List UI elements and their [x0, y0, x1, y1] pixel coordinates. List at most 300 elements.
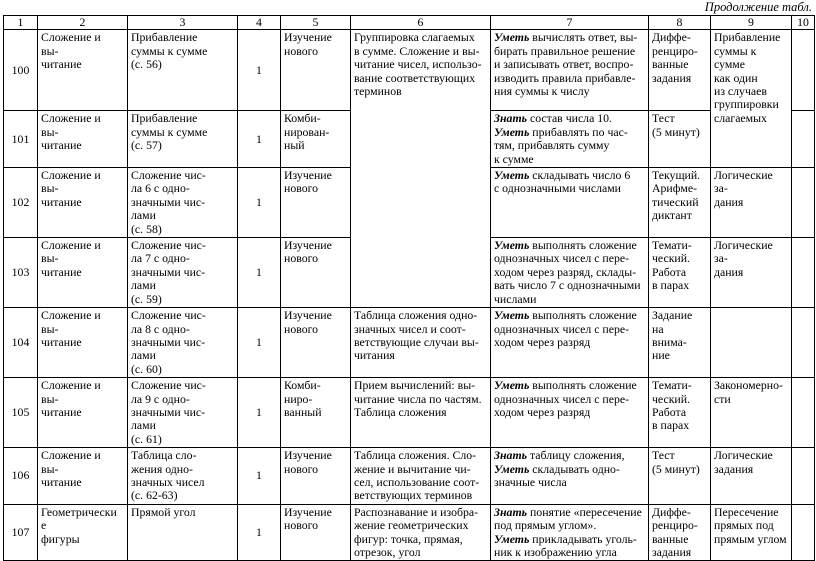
topic-cell [38, 308, 128, 378]
header-cell: 9 [711, 16, 792, 30]
lesson-plan-table [3, 15, 815, 561]
extra-cell [711, 448, 792, 505]
topic-cell [38, 111, 128, 168]
extra-cell-line: суммы к сумме [714, 43, 757, 72]
topic-cell-line: читание [41, 264, 82, 279]
extra-cell-line: Прибавление [714, 30, 781, 45]
lesson-subject-cell-line: Таблица сло- [131, 448, 197, 463]
control-cell-line: тический [652, 194, 699, 209]
topic-cell-line: фигуры [41, 531, 80, 546]
content-cell-line: Группировка слагаемых [354, 30, 475, 45]
header-row [4, 16, 815, 30]
skills-line [494, 182, 645, 195]
control-cell-line: задания [652, 545, 692, 559]
control-cell-line: Работа [652, 264, 687, 279]
content-cell-line: отрезок, угол [354, 545, 421, 559]
topic-cell-line: вы- [41, 391, 59, 406]
skills-line [494, 463, 645, 476]
lesson-subject-cell [128, 168, 238, 238]
control-cell [649, 308, 711, 378]
lesson-type-cell-line: ниро- [284, 391, 313, 406]
topic-cell-line: Сложение и [41, 448, 101, 463]
skills-line [494, 266, 645, 279]
topic-cell-line: вы- [41, 43, 59, 58]
lesson-type-cell-line: Комби- [284, 111, 321, 126]
skills-text: изводить правила прибавле- [494, 70, 636, 85]
hours-cell: 1 [238, 111, 281, 168]
extra-cell-line: сти [714, 391, 731, 406]
topic-cell-line: Сложение и [41, 30, 101, 45]
content-cell-line: читание чисел, использо- [354, 57, 482, 72]
keyword: Знать [494, 504, 528, 519]
lesson-subject-cell-line: (с. 62-63) [131, 488, 178, 503]
content-cell-line: Прием вычислений: вы- [354, 378, 476, 393]
skills-text: к сумме [494, 151, 534, 166]
topic-cell-line: Сложение и [41, 308, 101, 323]
lesson-type-cell-line: Комби- [284, 378, 321, 393]
lesson-subject-cell-line: ла 6 с одно- [131, 181, 190, 196]
lesson-subject-cell-line: (с. 58) [131, 221, 162, 236]
content-cell [351, 448, 491, 505]
skills-line [494, 112, 645, 125]
control-cell-line: Арифме- [652, 181, 698, 196]
lesson-subject-cell-line: значными чис- [131, 264, 206, 279]
lesson-subject-cell-line: Сложение чис- [131, 308, 206, 323]
skills-cell [491, 448, 649, 505]
topic-cell-line: Сложение и [41, 238, 101, 253]
control-cell-line: Задание [652, 308, 693, 323]
topic-cell [38, 238, 128, 308]
skills-text: тям, прибавлять сумму [494, 138, 610, 153]
lesson-type-cell [281, 168, 351, 238]
lesson-subject-cell-line: ла 7 с одно- [131, 251, 190, 266]
skills-line [494, 31, 645, 44]
topic-cell-line: читание [41, 194, 82, 209]
lesson-subject-cell [128, 238, 238, 308]
control-cell-line: ческий. [652, 391, 691, 406]
keyword: Знать [494, 448, 528, 463]
hours-cell: 1 [238, 448, 281, 505]
skills-text: однозначных чисел с пере- [494, 321, 630, 336]
skills-line [494, 72, 645, 85]
hours-cell: 1 [238, 504, 281, 561]
skills-text: состав числа 10. [527, 111, 613, 126]
topic-cell-line: вы- [41, 321, 59, 336]
lesson-subject-cell-line: (с. 59) [131, 291, 162, 306]
control-cell-line: в парах [652, 418, 690, 433]
control-cell-line: Тест [652, 111, 675, 126]
col10-cell [792, 378, 815, 448]
lesson-number: 105 [4, 378, 38, 448]
extra-cell [711, 504, 792, 561]
extra-cell-line: задания [714, 461, 754, 476]
control-cell-line: Тест [652, 448, 675, 463]
lesson-subject-cell-line: (с. 57) [131, 138, 162, 153]
skills-text: понятие «пересечение [527, 504, 642, 519]
lesson-type-cell [281, 378, 351, 448]
lesson-number: 107 [4, 504, 38, 561]
keyword: Уметь [494, 531, 530, 546]
hours-cell: 1 [238, 238, 281, 308]
skills-text: вать число 7 с однозначными [494, 278, 641, 293]
control-cell-line: ренциро- [652, 43, 698, 58]
keyword: Уметь [494, 124, 530, 139]
control-cell-line: ванные [652, 57, 689, 72]
control-cell-line: ние [652, 348, 670, 363]
content-cell-line: ветствующих терминов [354, 488, 473, 503]
extra-cell-line: группировки [714, 97, 779, 112]
lesson-subject-cell [128, 378, 238, 448]
skills-text: числами [494, 291, 537, 306]
control-cell [649, 378, 711, 448]
control-cell [649, 238, 711, 308]
content-cell-line: ветствующие случаи вы- [354, 334, 479, 349]
control-cell-line: Темати- [652, 378, 692, 393]
lesson-subject-cell-line: ла 9 с одно- [131, 391, 190, 406]
lesson-type-cell [281, 238, 351, 308]
skills-text: ходом через разряд [494, 404, 591, 419]
extra-cell-line: Логические [714, 448, 773, 463]
lesson-subject-cell-line: Сложение чис- [131, 378, 206, 393]
extra-cell-line: Логические за- [714, 168, 773, 196]
lesson-type-cell-line: нирован- [284, 124, 330, 139]
table-caption: Продолжение табл. [704, 0, 812, 14]
skills-line [494, 533, 645, 546]
lesson-type-cell-line: ванный [284, 404, 322, 419]
hours-cell: 1 [238, 378, 281, 448]
col10-cell [792, 308, 815, 378]
skills-text: ник к изображению угла [494, 545, 617, 559]
table-row [4, 378, 815, 448]
lesson-type-cell-line: нового [284, 43, 319, 58]
topic-cell [38, 504, 128, 561]
extra-cell-line: из случаев [714, 84, 767, 99]
control-cell-line: внима- [652, 334, 687, 349]
topic-cell-line: вы- [41, 251, 59, 266]
header-cell: 1 [4, 16, 38, 30]
skills-text: и записывать ответ, воспро- [494, 57, 634, 72]
skills-text: складывать число 6 [529, 168, 631, 183]
hours-cell: 1 [238, 168, 281, 238]
control-cell-line: ренциро- [652, 518, 698, 533]
content-cell-line: читание числа по частям. [354, 391, 482, 406]
header-cell: 3 [128, 16, 238, 30]
control-cell-line: задания [652, 70, 692, 85]
content-cell-line: в сумме. Сложение и вы- [354, 43, 480, 58]
table-row [4, 308, 815, 378]
skills-text: однозначных чисел с пере- [494, 251, 630, 266]
table-body [4, 30, 815, 561]
control-cell [649, 504, 711, 561]
lesson-subject-cell-line: (с. 61) [131, 431, 162, 446]
lesson-subject-cell-line: лами [131, 208, 156, 223]
topic-cell-line: Сложение и [41, 168, 101, 183]
control-cell-line: Темати- [652, 238, 692, 253]
col10-cell [792, 168, 815, 238]
lesson-subject-cell-line: (с. 56) [131, 57, 162, 72]
topic-cell-line: Геометрически [41, 504, 117, 519]
control-cell-line: (5 минут) [652, 124, 700, 139]
hours-cell: 1 [238, 308, 281, 378]
control-cell-line: ванные [652, 531, 689, 546]
skills-line [494, 58, 645, 71]
skills-text: выполнять сложение [529, 378, 637, 393]
topic-cell-line: Сложение и [41, 378, 101, 393]
lesson-type-cell-line: Изучение [284, 448, 332, 463]
lesson-subject-cell-line: жения одно- [131, 461, 193, 476]
control-cell-line: Диффе- [652, 30, 691, 45]
lesson-type-cell-line: Изучение [284, 504, 332, 519]
content-cell-line: жение и вычитание чи- [354, 461, 471, 476]
skills-text: значные числа [494, 474, 567, 489]
control-cell [649, 111, 711, 168]
topic-cell-line: вы- [41, 124, 59, 139]
lesson-subject-cell-line: суммы к сумме [131, 124, 208, 139]
topic-cell-line: читание [41, 57, 82, 72]
lesson-type-cell [281, 111, 351, 168]
lesson-subject-cell [128, 504, 238, 561]
skills-line [494, 476, 645, 489]
content-cell [351, 308, 491, 378]
skills-text: бирать правильное решение [494, 43, 636, 58]
lesson-type-cell-line: нового [284, 518, 319, 533]
topic-cell [38, 30, 128, 111]
skills-line [494, 45, 645, 58]
skills-text: вычислять ответ, вы- [529, 30, 638, 45]
col10-cell [792, 448, 815, 505]
content-cell-line: терминов [354, 84, 402, 99]
lesson-type-cell-line: ный [284, 138, 305, 153]
topic-cell-line: вы- [41, 461, 59, 476]
control-cell-line: Работа [652, 404, 687, 419]
topic-cell-line: вы- [41, 181, 59, 196]
extra-cell-line: Закономерно- [714, 378, 783, 393]
topic-cell-line: читание [41, 138, 82, 153]
keyword: Уметь [494, 168, 530, 183]
skills-text: однозначных чисел с пере- [494, 391, 630, 406]
lesson-subject-cell-line: (с. 60) [131, 361, 162, 376]
skills-line [494, 279, 645, 292]
lesson-subject-cell-line: суммы к сумме [131, 43, 208, 58]
lesson-type-cell [281, 504, 351, 561]
skills-cell [491, 378, 649, 448]
hours-cell: 1 [238, 30, 281, 111]
control-cell-line: на [652, 321, 664, 336]
table-row [4, 504, 815, 561]
skills-text: складывать одно- [529, 461, 620, 476]
skills-cell [491, 504, 649, 561]
content-cell-line: значных чисел и соот- [354, 321, 466, 336]
extra-cell-line: прямым углом [714, 531, 787, 546]
extra-cell-line: прямых под [714, 518, 774, 533]
control-cell-line: ческий. [652, 251, 691, 266]
keyword: Уметь [494, 30, 530, 45]
content-cell-line: жение геометрических [354, 518, 469, 533]
skills-line [494, 323, 645, 336]
skills-line [494, 239, 645, 252]
skills-line [494, 252, 645, 265]
header-cell: 4 [238, 16, 281, 30]
keyword: Уметь [494, 238, 530, 253]
lesson-type-cell [281, 308, 351, 378]
lesson-subject-cell-line: ла 8 с одно- [131, 321, 190, 336]
lesson-type-cell-line: Изучение [284, 238, 332, 253]
skills-line [494, 169, 645, 182]
header-cell: 5 [281, 16, 351, 30]
skills-line [494, 379, 645, 392]
content-cell-line: Таблица сложения одно- [354, 308, 478, 323]
content-cell-line: вание соответствующих [354, 70, 476, 85]
skills-line [494, 519, 645, 532]
lesson-subject-cell-line: лами [131, 278, 156, 293]
extra-cell-line: Пересечение [714, 504, 779, 519]
lesson-number: 106 [4, 448, 38, 505]
col10-cell [792, 238, 815, 308]
lesson-number: 104 [4, 308, 38, 378]
skills-text: ния суммы к числу [494, 84, 590, 99]
extra-cell [711, 168, 792, 238]
skills-line [494, 309, 645, 322]
skills-text: ходом через разряд [494, 334, 591, 349]
col10-cell [792, 111, 815, 168]
skills-text: таблицу сложения, [527, 448, 625, 463]
skills-cell [491, 238, 649, 308]
content-cell [351, 378, 491, 448]
lesson-type-cell-line: нового [284, 321, 319, 336]
lesson-subject-cell [128, 30, 238, 111]
skills-line [494, 139, 645, 152]
extra-cell-line: как один [714, 70, 758, 85]
content-cell-line: читания [354, 348, 395, 363]
content-cell [351, 30, 491, 308]
lesson-number: 103 [4, 238, 38, 308]
lesson-type-cell-line: Изучение [284, 30, 332, 45]
header-cell: 7 [491, 16, 649, 30]
lesson-number: 102 [4, 168, 38, 238]
skills-text: под прямым углом». [494, 518, 597, 533]
content-cell-line: Таблица сложения. Сло- [354, 448, 477, 463]
control-cell-line: (5 минут) [652, 461, 700, 476]
skills-line [494, 85, 645, 98]
col10-cell [792, 504, 815, 561]
skills-text: ходом через разряд, склады- [494, 264, 637, 279]
lesson-subject-cell-line: лами [131, 348, 156, 363]
lesson-subject-cell-line: значными чис- [131, 404, 206, 419]
lesson-type-cell-line: Изучение [284, 168, 332, 183]
col10-cell [792, 30, 815, 111]
topic-cell [38, 448, 128, 505]
control-cell-line: Диффе- [652, 504, 691, 519]
keyword: Уметь [494, 378, 530, 393]
lesson-number: 100 [4, 30, 38, 111]
skills-line [494, 546, 645, 559]
control-cell [649, 30, 711, 111]
skills-text: прикладывать уголь- [529, 531, 637, 546]
topic-cell-line: е [41, 518, 47, 533]
lesson-subject-cell-line: Прибавление [131, 30, 198, 45]
control-cell-line: Текущий. [652, 168, 701, 183]
lesson-type-cell-line: Изучение [284, 308, 332, 323]
content-cell-line: Таблица сложения [354, 404, 447, 419]
lesson-subject-cell [128, 308, 238, 378]
lesson-number: 101 [4, 111, 38, 168]
skills-cell [491, 168, 649, 238]
lesson-subject-cell-line: Сложение чис- [131, 238, 206, 253]
skills-cell [491, 111, 649, 168]
skills-cell [491, 308, 649, 378]
skills-line [494, 449, 645, 462]
control-cell-line: диктант [652, 208, 692, 223]
topic-cell-line: Сложение и [41, 111, 101, 126]
keyword: Уметь [494, 308, 530, 323]
skills-line [494, 393, 645, 406]
content-cell [351, 504, 491, 561]
extra-cell-line: дания [714, 194, 744, 209]
skills-text: с однозначными числами [494, 181, 621, 196]
lesson-subject-cell-line: значных чисел [131, 474, 205, 489]
lesson-subject-cell-line: Сложение чис- [131, 168, 206, 183]
lesson-subject-cell [128, 111, 238, 168]
skills-line [494, 336, 645, 349]
lesson-subject-cell-line: Прямой угол [131, 504, 196, 519]
extra-cell-line: слагаемых [714, 110, 767, 125]
control-cell [649, 448, 711, 505]
keyword: Знать [494, 111, 528, 126]
topic-cell-line: читание [41, 334, 82, 349]
skills-text: прибавлять по час- [529, 124, 628, 139]
skills-line [494, 126, 645, 139]
control-cell [649, 168, 711, 238]
extra-cell-line: дания [714, 264, 744, 279]
skills-line [494, 406, 645, 419]
extra-cell-line: Логические за- [714, 238, 773, 266]
topic-cell [38, 378, 128, 448]
lesson-type-cell-line: нового [284, 251, 319, 266]
skills-text: выполнять сложение [529, 238, 637, 253]
lesson-subject-cell-line: значными чис- [131, 194, 206, 209]
extra-cell [711, 30, 792, 168]
lesson-type-cell [281, 30, 351, 111]
topic-cell [38, 168, 128, 238]
lesson-subject-cell-line: Прибавление [131, 111, 198, 126]
header-cell: 8 [649, 16, 711, 30]
keyword: Уметь [494, 461, 530, 476]
header-cell: 10 [792, 16, 815, 30]
lesson-subject-cell-line: значными чис- [131, 334, 206, 349]
topic-cell-line: читание [41, 404, 82, 419]
content-cell-line: Распознавание и изобра- [354, 504, 479, 519]
header-cell: 2 [38, 16, 128, 30]
content-cell-line: фигур: точка, прямая, [354, 531, 463, 546]
skills-text: выполнять сложение [529, 308, 637, 323]
table-row [4, 448, 815, 505]
lesson-type-cell [281, 448, 351, 505]
skills-cell [491, 30, 649, 111]
skills-line [494, 506, 645, 519]
topic-cell-line: читание [41, 474, 82, 489]
lesson-subject-cell [128, 448, 238, 505]
extra-cell [711, 308, 792, 378]
lesson-subject-cell-line: лами [131, 418, 156, 433]
skills-line [494, 153, 645, 166]
skills-line [494, 293, 645, 306]
content-cell-line: сел, использование соот- [354, 474, 480, 489]
extra-cell [711, 378, 792, 448]
control-cell-line: в парах [652, 278, 690, 293]
table-row [4, 30, 815, 111]
lesson-type-cell-line: нового [284, 461, 319, 476]
header-cell: 6 [351, 16, 491, 30]
